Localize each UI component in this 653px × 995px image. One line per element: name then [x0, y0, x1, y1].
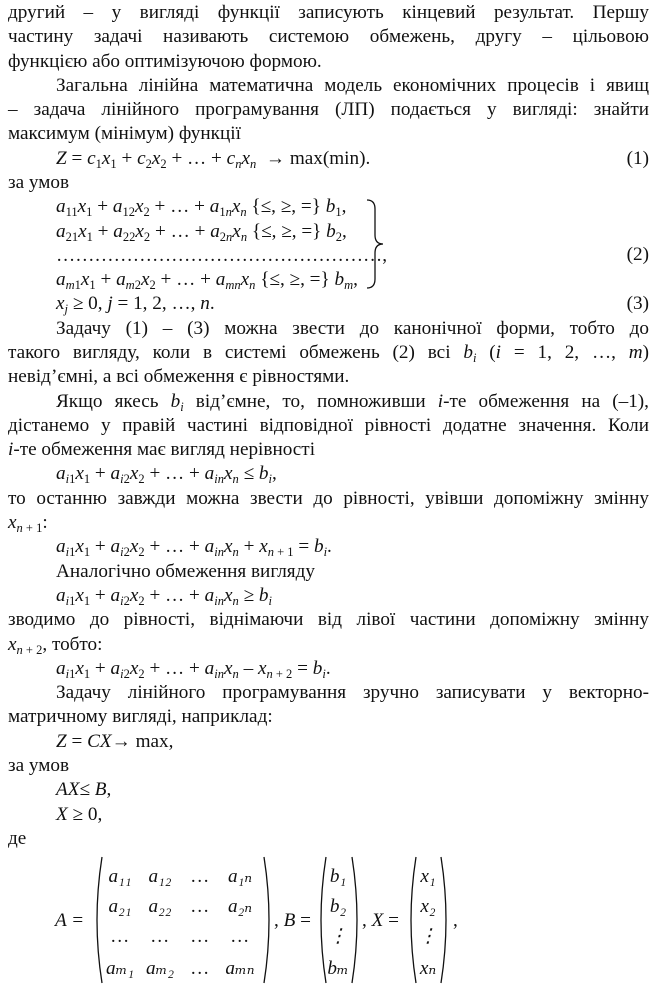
vector-x-cell: x₁	[420, 866, 436, 888]
text-line: Якщо якесь $b_i$ від’ємне, то, помноживши i-те обмеження на (–1),	[56, 390, 649, 414]
equation-with-surplus: $a_{i1}x_1 + a_{i2}x_2$ + … + $a_{in}x_n - x_{n + 2} = b_i$.	[56, 657, 331, 681]
matrix-a-cell: a₁ₙ	[227, 866, 253, 888]
equation-vector-objective: Z = CX→ max,	[56, 730, 174, 752]
equation-ax-le-b: AX≤ B,	[56, 779, 112, 801]
vector-b-cell: b₂	[329, 896, 347, 918]
text-line: невід’ємні, а всі обмеження є рівностями.	[8, 366, 350, 388]
matrix-a-cell: …	[191, 958, 209, 980]
equation-inequality-ge: $a_{i1}x_1 + a_{i2}x_2$ + … + $a_{in}x_n \ge b_i$	[56, 584, 272, 608]
text-line: $x_{n + 2}$, тобто:	[8, 633, 103, 657]
matrix-a-cell: a₂₁	[108, 896, 132, 918]
text-line: функцією або оптимізуючою формою.	[8, 50, 322, 72]
constraint-row: $a_{m1}x_1 + a_{m2}x_2$ + … + $a_{mn}x_n$ {≤, ≥, =} $b_m$,	[56, 269, 358, 293]
matrix-a-cell: aₘ₂	[145, 958, 175, 980]
matrix-a-cell: …	[191, 896, 209, 918]
equation-number: (2)	[626, 244, 649, 266]
matrix-a-cell: aₘ₁	[105, 958, 135, 980]
document-page	[8, 0, 649, 995]
matrix-a-cell: a₁₂	[148, 866, 172, 888]
paragraph-vector-form	[8, 681, 649, 730]
equation-number: (3)	[626, 293, 649, 315]
vector-b-cell: bₘ	[327, 958, 349, 980]
right-brace	[364, 199, 386, 289]
equation-objective: $Z = c_1x_1 + c_2x_2$ + … + $c_nx_n \to \max(\min)$. (1)	[56, 147, 649, 171]
text-line: такого вигляду, коли в системі обмежень (2) всі $b_i$ (i = 1, 2, …, m)	[8, 341, 650, 365]
trailing-comma: ,	[453, 910, 458, 932]
matrix-x-right-paren	[439, 855, 453, 985]
text-line: другий – у вигляді функції записують кінцевий результат. Першу	[8, 2, 649, 23]
constraint-dots: ……………………………………………,	[56, 244, 387, 266]
text-line: $x_{n + 1}$:	[8, 512, 48, 536]
equation-nonnegativity: $x_j \ge 0$, j = 1, 2, …, n. (3)	[56, 293, 649, 317]
matrix-a-cell: a₂₂	[148, 896, 172, 918]
paragraph-surplus	[8, 608, 649, 657]
matrix-a-cell: aₘₙ	[225, 958, 255, 980]
text-line: максимум (мінімум) функції	[8, 123, 241, 145]
equation-number: (1)	[626, 147, 649, 169]
text-line: i-те обмеження має вигляд нерівності	[8, 439, 316, 461]
vector-x-cell: ⋮	[418, 926, 438, 948]
constraint-row: $a_{21}x_1 + a_{22}x_2$ + … + $a_{2n}x_n$ {≤, ≥, =} $b_2$,	[56, 220, 347, 244]
paragraph-negative-b	[8, 390, 649, 463]
equation-x-nonneg: X ≥ 0,	[56, 803, 103, 825]
text-line: дістанемо у правій частині відповідної рівності додатне значення. Коли	[8, 414, 649, 436]
vector-x-cell: x₂	[420, 896, 436, 918]
equation-inequality-le: $a_{i1}x_1 + a_{i2}x_2$ + … + $a_{in}x_n \le b_i$,	[56, 463, 277, 487]
paragraph-canonical	[8, 317, 649, 390]
text-line: Загальна лінійна математична модель економічних процесів і явищ	[56, 74, 649, 96]
matrix-b-label: , B =	[274, 910, 311, 932]
text-line: Задачу (1) – (3) можна звести до канонічної форми, тобто до	[56, 317, 649, 339]
matrix-a-cell: …	[231, 926, 249, 948]
text-line: зводимо до рівності, віднімаючи від лівої частини допоміжну змінну	[8, 609, 649, 631]
matrix-a-cell: …	[191, 926, 209, 948]
text-line: за умов	[8, 755, 70, 777]
text-line: де	[8, 827, 27, 849]
constraint-row: $a_{11}x_1 + a_{12}x_2$ + … + $a_{1n}x_n$ {≤, ≥, =} $b_1$,	[56, 196, 347, 220]
paragraph-slack	[8, 487, 649, 536]
matrix-a-label: A =	[55, 910, 85, 932]
paragraph-intro	[8, 0, 649, 74]
text-line: Аналогічно обмеження вигляду	[56, 560, 315, 582]
text-line: – задача лінійного програмування (ЛП) подається у вигляді: знайти	[8, 99, 649, 121]
matrix-definitions	[8, 855, 649, 995]
matrix-a-cell: …	[111, 926, 129, 948]
matrix-x-label: , X =	[362, 910, 399, 932]
text-line: частину задачі називають системою обмежень, другу – цільовою	[8, 26, 649, 48]
equation-with-slack: $a_{i1}x_1 + a_{i2}x_2$ + … + $a_{in}x_n + x_{n + 1} = b_i$.	[56, 536, 332, 560]
paragraph-general-model	[8, 74, 649, 147]
matrix-a-cell: a₁₁	[108, 866, 132, 888]
text-line: то останню завжди можна звести до рівності, увівши допоміжну змінну	[8, 487, 649, 509]
text-line: за умов	[8, 172, 70, 194]
text-line: матричному вигляді, наприклад:	[8, 706, 273, 728]
matrix-a-cell: …	[191, 866, 209, 888]
vector-b-cell: b₁	[329, 866, 347, 888]
constraint-system	[8, 195, 649, 292]
matrix-a-cell: a₂ₙ	[227, 896, 253, 918]
text-line: Задачу лінійного програмування зручно записувати у векторно-	[56, 682, 649, 704]
vector-x-cell: xₙ	[419, 958, 437, 980]
vector-b-cell: ⋮	[328, 926, 348, 948]
matrix-a-cell: …	[151, 926, 169, 948]
